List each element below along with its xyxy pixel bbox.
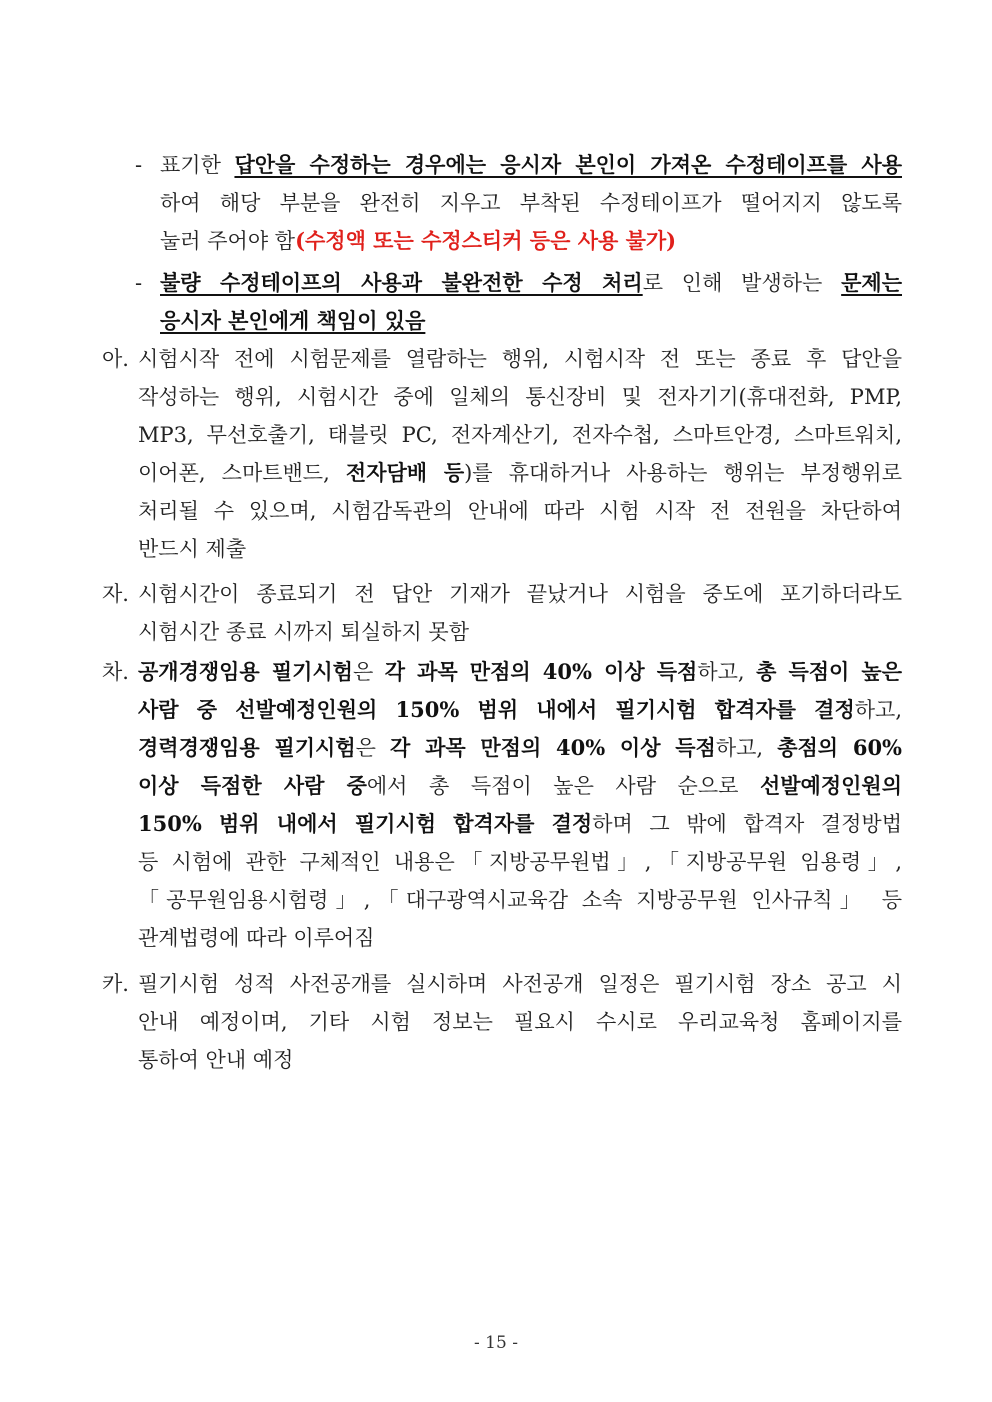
text-line: 경력경쟁임용 필기시험은 각 과목 만점의 40% 이상 득점하고, 총점의 60% xyxy=(138,735,903,760)
text-line: 불량 수정테이프의 사용과 불완전한 수정 처리로 인해 발생하는 문제는 xyxy=(160,270,902,295)
item-ja-no-early-exit xyxy=(138,575,902,651)
bullet-responsibility xyxy=(160,264,902,340)
text-line: 표기한 답안을 수정하는 경우에는 응시자 본인이 가져온 수정테이프를 사용 xyxy=(160,152,902,177)
text-line: 시험시간 종료 시까지 퇴실하지 못함 xyxy=(138,620,469,644)
text-line: 150% 범위 내에서 필기시험 합격자를 결정하며 그 밖에 합격자 결정방법 xyxy=(138,811,902,836)
text-line: 눌러 주어야 함(수정액 또는 수정스티커 등은 사용 불가) xyxy=(160,228,677,253)
text-line: 시험시작 전에 시험문제를 열람하는 행위, 시험시작 전 또는 종료 후 답안을 xyxy=(138,347,902,371)
item-marker: 카. xyxy=(102,972,129,996)
bullet-correction-tape xyxy=(160,146,902,260)
text-line: 처리될 수 있으며, 시험감독관의 안내에 따라 시험 시작 전 전원을 차단하여 xyxy=(138,499,902,523)
text-line: 시험시간이 종료되기 전 답안 기재가 끝났거나 시험을 중도에 포기하더라도 xyxy=(138,582,902,606)
text-line: 응시자 본인에게 책임이 있음 xyxy=(160,308,426,333)
item-marker: 자. xyxy=(102,582,129,606)
bullet-dash: - xyxy=(135,153,143,177)
text-line: 이어폰, 스마트밴드, 전자담배 등)를 휴대하거나 사용하는 행위는 부정행위로 xyxy=(138,460,902,485)
text-line: 안내 예정이며, 기타 시험 정보는 필요시 수시로 우리교육청 홈페이지를 xyxy=(138,1010,902,1034)
item-cha-pass-criteria xyxy=(138,653,902,957)
text-line: 하여 해당 부분을 완전히 지우고 부착된 수정테이프가 떨어지지 않도록 xyxy=(160,191,902,215)
item-marker: 아. xyxy=(102,347,129,371)
page-number: - 15 - xyxy=(474,1333,518,1353)
text-line: 사람 중 선발예정인원의 150% 범위 내에서 필기시험 합격자를 결정하고, xyxy=(138,697,902,722)
text-line: 필기시험 성적 사전공개를 실시하며 사전공개 일정은 필기시험 장소 공고 시 xyxy=(138,972,902,996)
bullet-dash: - xyxy=(135,271,143,295)
text-line: 작성하는 행위, 시험시간 중에 일체의 통신장비 및 전자기기(휴대전화, PMP, xyxy=(138,385,902,409)
text-line: MP3, 무선호출기, 태블릿 PC, 전자계산기, 전자수첩, 스마트안경, 스마트워치, xyxy=(138,423,902,447)
item-marker: 차. xyxy=(102,660,129,684)
item-ka-score-disclosure xyxy=(138,965,902,1079)
text-line: 관계법령에 따라 이루어짐 xyxy=(138,926,375,950)
text-line: 등 시험에 관한 구체적인 내용은「지방공무원법」,「지방공무원 임용령」, xyxy=(138,850,902,874)
text-line: 이상 득점한 사람 중에서 총 득점이 높은 사람 순으로 선발예정인원의 xyxy=(138,773,902,798)
text-line: 반드시 제출 xyxy=(138,537,247,561)
warning-note: (수정액 또는 수정스티커 등은 사용 불가) xyxy=(295,228,677,253)
text-line: 통하여 안내 예정 xyxy=(138,1048,294,1072)
text-line: 공개경쟁임용 필기시험은 각 과목 만점의 40% 이상 득점하고, 총 득점이 높은 xyxy=(138,659,902,684)
item-a-prohibited-acts xyxy=(138,340,902,568)
text-line: 「공무원임용시험령」,「대구광역시교육감 소속 지방공무원 인사규칙」 등 xyxy=(138,888,902,912)
